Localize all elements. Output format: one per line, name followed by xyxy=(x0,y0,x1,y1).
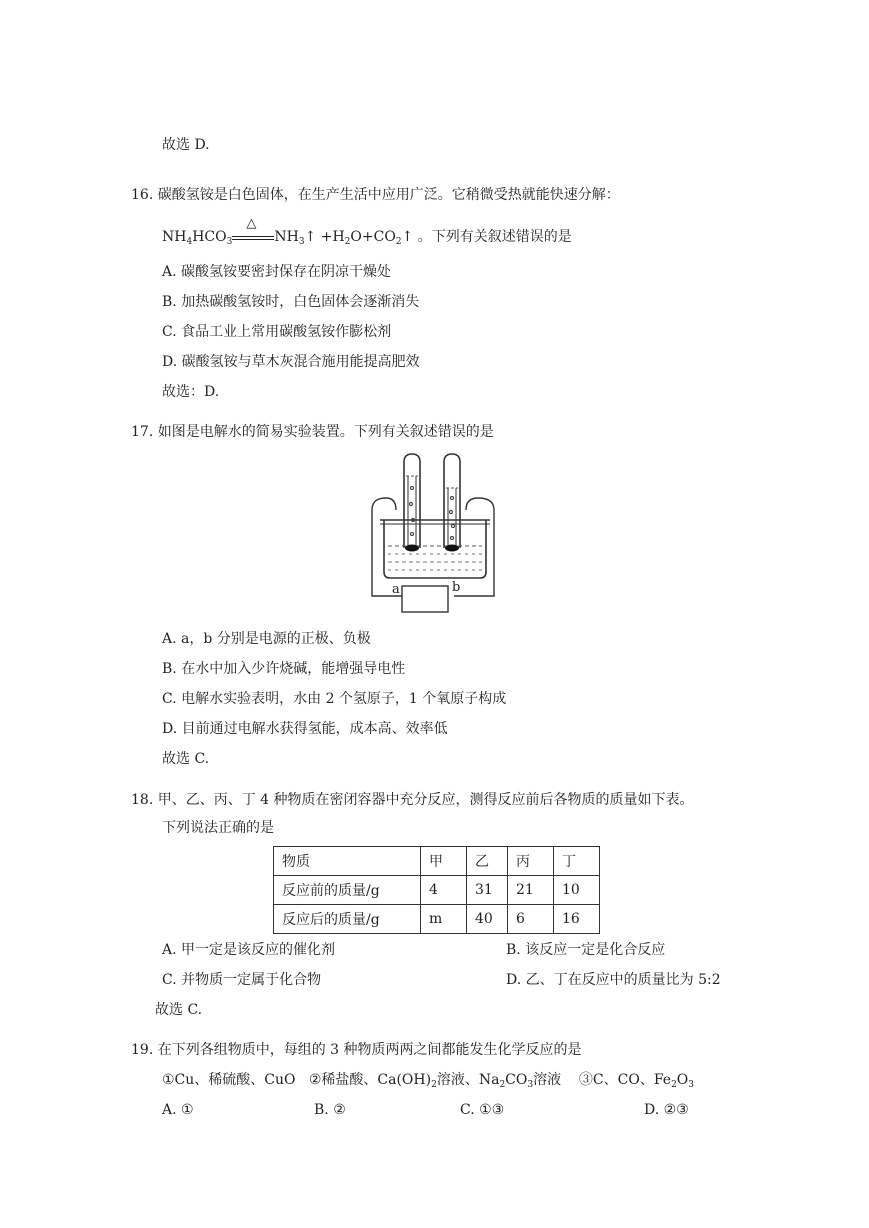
q19-option-a: A. ① xyxy=(162,1102,194,1118)
question-text: 碳酸氢铵是白色固体，在生产生活中应用广泛。它稍微受热就能快速分解： xyxy=(157,187,620,203)
question-number: 16. xyxy=(131,187,154,203)
question-number: 18. xyxy=(131,792,154,808)
group-3: ③C、CO、$Fe_2O_3$ xyxy=(578,1072,695,1090)
group-1: ①Cu、稀硫酸、CuO xyxy=(162,1072,296,1088)
terminal-label-b: b xyxy=(452,580,461,595)
table-cell: 31 xyxy=(467,876,508,905)
q17-option-c: C. 电解水实验表明，水由 2 个氢原子，1 个氧原子构成 xyxy=(162,691,507,707)
q17-option-b: B. 在水中加入少许烧碱，能增强导电性 xyxy=(162,661,406,677)
table-header-cell: 乙 xyxy=(467,847,508,876)
table-header-cell: 甲 xyxy=(421,847,467,876)
electrolysis-apparatus-figure xyxy=(366,448,506,616)
q19-substance-groups xyxy=(162,1071,694,1089)
table-cell: 6 xyxy=(508,905,554,934)
q17-option-a: A. a，b 分别是电源的正极、负极 xyxy=(162,631,371,647)
table-row xyxy=(274,876,600,905)
q18-option-b: B. 该反应一定是化合反应 xyxy=(506,942,666,958)
question-16-stem xyxy=(131,186,620,204)
table-cell: 反应前的质量/g xyxy=(274,876,421,905)
decomposition-equation: $NH_4HCO_3$ △ $NH_3↑$ $+H_2O+CO_2↑$ 。下列有关叙述错误的是 xyxy=(162,216,572,247)
q19-option-d: D. ②③ xyxy=(644,1102,689,1118)
terminal-label-a: a xyxy=(392,582,400,597)
table-cell: 16 xyxy=(554,905,600,934)
table-cell: 10 xyxy=(554,876,600,905)
q17-option-d: D. 目前通过电解水获得氢能，成本高、效率低 xyxy=(162,721,448,737)
mass-table xyxy=(273,846,600,934)
q18-option-c: C. 并物质一定属于化合物 xyxy=(162,972,322,988)
question-number: 19. xyxy=(131,1042,154,1058)
question-text: 甲、乙、丙、丁 4 种物质在密闭容器中充分反应，测得反应前后各物质的质量如下表。 xyxy=(157,792,694,808)
q18-option-a: A. 甲一定是该反应的催化剂 xyxy=(162,942,336,958)
q16-option-d: D. 碳酸氢铵与草木灰混合施用能提高肥效 xyxy=(162,354,420,370)
table-cell: 21 xyxy=(508,876,554,905)
q19-option-c: C. ①③ xyxy=(460,1102,505,1118)
question-19-stem xyxy=(131,1041,582,1059)
q18-option-d: D. 乙、丁在反应中的质量比为 5:2 xyxy=(506,972,721,988)
question-number: 17. xyxy=(131,424,154,440)
q16-answer: 故选：D. xyxy=(162,384,220,400)
question-17-stem xyxy=(131,423,494,441)
table-header-row xyxy=(274,847,600,876)
table-header-cell: 物质 xyxy=(274,847,421,876)
table-cell: m xyxy=(421,905,467,934)
question-18-stem xyxy=(131,791,694,809)
q17-answer: 故选 C. xyxy=(162,751,210,767)
group-2: ②稀盐酸、$Ca(OH)_2$溶液、$Na_2CO_3$溶液 xyxy=(308,1072,562,1090)
table-header-cell: 丙 xyxy=(508,847,554,876)
previous-answer: 故选 D. xyxy=(162,137,210,153)
table-header-cell: 丁 xyxy=(554,847,600,876)
q16-option-c: C. 食品工业上常用碳酸氢铵作膨松剂 xyxy=(162,324,392,340)
table-row xyxy=(274,905,600,934)
table-cell: 4 xyxy=(421,876,467,905)
q19-option-b: B. ② xyxy=(314,1102,346,1118)
q18-answer: 故选 C. xyxy=(155,1002,203,1018)
question-18-stem-line2: 下列说法正确的是 xyxy=(162,820,274,836)
q16-option-a: A. 碳酸氢铵要密封保存在阴凉干燥处 xyxy=(162,264,392,280)
question-text: 在下列各组物质中，每组的 3 种物质两两之间都能发生化学反应的是 xyxy=(157,1042,582,1058)
heating-condition-arrow: △ xyxy=(232,222,274,244)
table-cell: 40 xyxy=(467,905,508,934)
table-cell: 反应后的质量/g xyxy=(274,905,421,934)
q16-option-b: B. 加热碳酸氢铵时，白色固体会逐渐消失 xyxy=(162,294,420,310)
question-text: 如图是电解水的简易实验装置。下列有关叙述错误的是 xyxy=(157,424,494,440)
